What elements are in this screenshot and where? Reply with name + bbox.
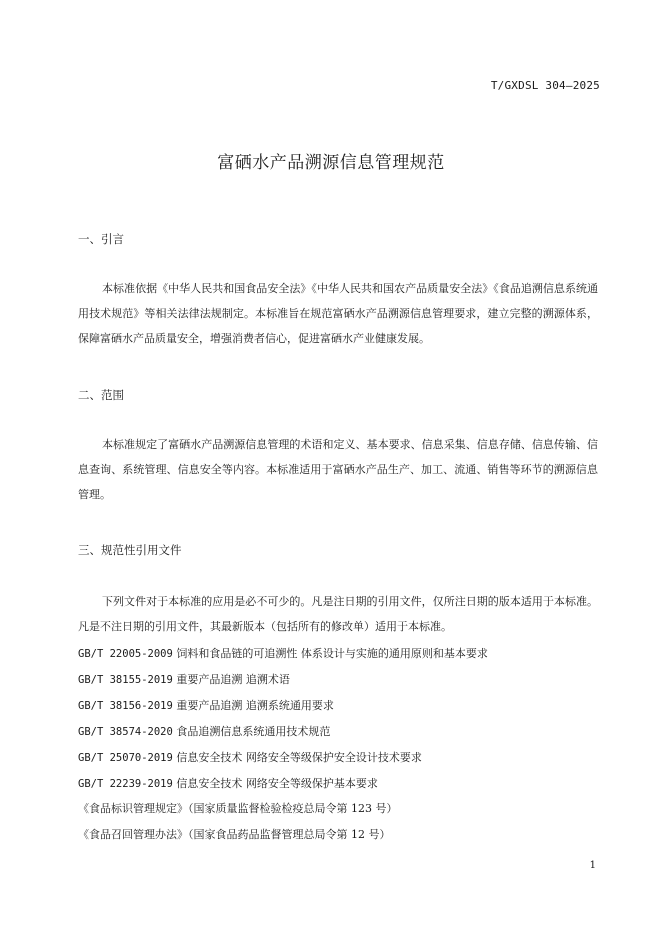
section-heading-normative-references: 三、规范性引用文件: [78, 543, 182, 557]
reference-code: GB/T 38574-2020: [78, 726, 173, 738]
document-number: T/GXDSL 304—2025: [490, 79, 600, 92]
section-heading-introduction: 一、引言: [78, 232, 124, 246]
reference-item: [78, 775, 378, 791]
section-paragraph-scope: 本标准规定了富硒水产品溯源信息管理的术语和定义、基本要求、信息采集、信息存储、信息传输、信息查询、系统管理、信息安全等内容。本标准适用于富硒水产品生产、加工、流通、销售等环节的溯源信息管理。: [78, 438, 598, 501]
page-number: 1: [589, 860, 596, 871]
reference-title: 重要产品追溯 追溯系统通用要求: [176, 699, 334, 712]
section-paragraph-normative-references: 下列文件对于本标准的应用是必不可少的。凡是注日期的引用文件，仅所注日期的版本适用于本标准。凡是不注日期的引用文件，其最新版本（包括所有的修改单）适用于本标准。: [78, 595, 598, 633]
reference-code: GB/T 22239-2019: [78, 778, 173, 790]
reference-item: [78, 749, 422, 765]
reference-code: GB/T 25070-2019: [78, 752, 173, 764]
reference-item: [78, 800, 398, 816]
reference-code: GB/T 22005-2009: [78, 648, 173, 660]
reference-item: [78, 723, 330, 739]
reference-item: [78, 697, 334, 713]
reference-title: 《食品标识管理规定》（国家质量监督检验检疫总局令第 123 号）: [78, 802, 398, 815]
reference-code: GB/T 38156-2019: [78, 700, 173, 712]
reference-title: 信息安全技术 网络安全等级保护安全设计技术要求: [176, 751, 422, 764]
section-paragraph-introduction: 本标准依据《中华人民共和国食品安全法》《中华人民共和国农产品质量安全法》《食品追溯信息系统通用技术规范》等相关法律法规制定。本标准旨在规范富硒水产品溯源信息管理要求，建立完整的溯源体系，保障富硒水产品质量安全，增强消费者信心，促进富硒水产业健康发展。: [78, 282, 598, 345]
reference-title: 饲料和食品链的可追溯性 体系设计与实施的通用原则和基本要求: [176, 647, 488, 660]
reference-item: [78, 645, 488, 661]
reference-code: GB/T 38155-2019: [78, 674, 173, 686]
reference-item: [78, 671, 290, 687]
reference-title: 食品追溯信息系统通用技术规范: [176, 725, 331, 738]
section-heading-scope: 二、范围: [78, 388, 124, 402]
document-title: 富硒水产品溯源信息管理规范: [217, 153, 445, 173]
reference-item: [78, 826, 391, 842]
reference-title: 《食品召回管理办法》（国家食品药品监督管理总局令第 12 号）: [78, 828, 391, 841]
reference-title: 重要产品追溯 追溯术语: [176, 673, 290, 686]
reference-title: 信息安全技术 网络安全等级保护基本要求: [176, 777, 378, 790]
